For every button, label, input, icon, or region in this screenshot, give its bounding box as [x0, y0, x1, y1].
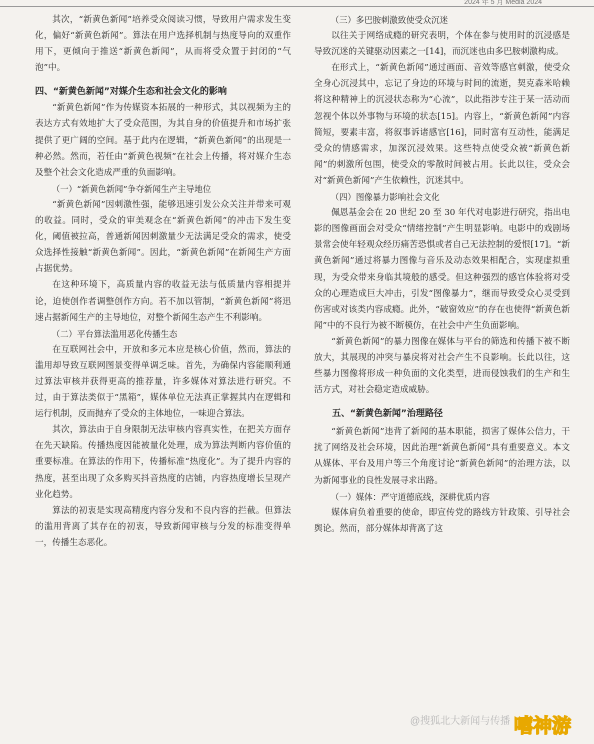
paragraph: 算法的初衷是实现高精度内容分发和不良内容的拦截。但算法的滥用背离了其存在的初衷，导致新闻审核与分发的标准变得单一，传播生态恶化。: [35, 505, 291, 548]
subsection-heading: （二）平台算法滥用恶化传播生态: [51, 328, 178, 339]
logo-text: 嘻神游: [514, 715, 572, 737]
paragraph: 其次，“新黄色新闻”培养受众阅读习惯，导致用户需求发生变化，偏好“新黄色新闻”。算法在用户选择机制与热度导向的双重作用下，更倾向于推送“新黄色新闻”，从而将受众置于封闭的“气泡”中。: [35, 15, 291, 74]
paragraph: 以往关于网络成瘾的研究表明，个体在参与使用时的沉浸感是导致沉迷的关键驱动因素之一[14]，而沉迷也由多巴胺刺激构成。: [314, 31, 570, 58]
section-heading-5: 五、“新黄色新闻”治理路径: [332, 409, 443, 420]
paragraph: 在互联网社会中，开放和多元本应是核心价值，然而，算法的滥用却导致互联网图景变得单调乏味。首先，为确保内容能顺利通过算法审核并获得更高的推荐量，许多媒体对算法进行研究。不过，由于算法类似于“黑箱”，媒体单位无法真正掌握其内在逻辑和运行机制，反而抛弃了受众的主体地位，一味迎合算法。: [35, 344, 291, 420]
paragraph: 在这种环境下，高质量内容的收益无法与低质量内容相提并论，迫使创作者调整创作方向。若不加以管制，“新黄色新闻”将迅速占据新闻生产的主导地位，对整个新闻生态产生不利影响。: [35, 280, 291, 323]
source-watermark: @搜狐北大新闻与传播: [410, 716, 511, 727]
paragraph: “新黄色新闻”的暴力图像在媒体与平台的筛选和传播下被不断放大，其展现的冲突与暴戾将对社会产生不良影响。长此以往，这些暴力图像将形成一种负面的文化类型，进而侵蚀我们的生产和生活方式，对社会稳定造成威胁。: [314, 336, 570, 396]
section-heading-4: 四、“新黄色新闻”对媒介生态和社会文化的影响: [35, 87, 227, 98]
right-column: [314, 12, 570, 537]
subsection-heading: （一）“新黄色新闻”争夺新闻生产主导地位: [51, 183, 212, 194]
paragraph: “新黄色新闻”作为传媒资本拓展的一种形式，其以视频为主的表达方式有效地扩大了受众范围，为其自身的价值提升和市场扩张提供了更广阔的空间。基于此内在逻辑，“新黄色新闻”的出现是一种必然。然而，若任由“新黄色视频”在社会上传播，将对媒介生态及整个社会文化造成严重的负面影响。: [35, 103, 291, 178]
subsection-heading: （三）多巴胺刺激致使受众沉迷: [330, 15, 449, 25]
paragraph: 在形式上，“新黄色新闻”通过画面、音效等感官刺激，使受众全身心沉浸其中，忘记了身边的环境与时间的流逝，契克森米哈赖将这种精神上的沉浸状态称为“心流”，以此指涉专注于某一活动而忽视个体以外事物与环境的状态[15]。内容上，“新黄色新闻”内容简短，要素丰富，将叙事诉诸感官[16]，同时富有互动性，能满足受众的情感需求，加深沉浸效果。这些特点使受众被“新黄色新闻”的刺激所包围，使受众的零散时间被占用。长此以往，受众会对“新黄色新闻”产生依赖性，沉迷其中。: [314, 63, 570, 186]
paragraph: “新黄色新闻”违背了新闻的基本职能，损害了媒体公信力，干扰了网络及社会环境，因此治理“新黄色新闻”具有重要意义。本文从媒体、平台及用户等三个角度讨论“新黄色新闻”的治理方法，以为新闻事业的良性发展寻求出路。: [314, 427, 570, 486]
paragraph: “新黄色新闻”因刺激性强，能够迅速引发公众关注并带来可观的收益。同时，受众的审美观念在“新黄色新闻”的冲击下发生变化，阈值被拉高，普通新闻因刺激量少无法满足受众的需求，使受众选择性接触“新黄色新闻”。因此，“新黄色新闻”在新闻生产方面占据优势。: [35, 199, 291, 275]
paragraph: 其次，算法由于自身限制无法审核内容真实性，在把关方面存在先天缺陷。传播热度因能被量化处理，成为算法判断内容价值的重要标准。在算法的作用下，传播标准“热度化”。为了提升内容的热度，甚至出现了众多购买抖音热度的店铺，内容热度增长呈现产业化趋势。: [35, 425, 291, 500]
paragraph: 媒体肩负着重要的使命，即宣传党的路线方针政策、引导社会舆论。然而，部分媒体却背离了这: [314, 507, 570, 534]
running-header: 2024 年 5 月 Media 2024: [464, 0, 542, 6]
subsection-heading: （一）媒体：严守道德底线，深耕优质内容: [330, 491, 490, 502]
left-column: [35, 12, 291, 551]
site-logo: [510, 706, 588, 740]
subsection-heading: （四）图像暴力影响社会文化: [330, 192, 440, 203]
paragraph: 佩恩基金会在 20 世纪 20 至 30 年代对电影进行研究，指出电影的图像画面会对受众“情绪控制”产生明显影响。电影中的戏剧场景常会使年轻观众经历痛苦恐惧或者自己无法控制的爱恨[17]。“新黄色新闻”通过将暴力图像与音乐及动态效果相配合，实现虚拟重现，为受众带来身临其境般的感受。但这种强烈的感官体验将对受众的心理造成巨大冲击，引发“图像暴力”，继而导致受众心灵受到伤害或对该类内容成瘾。此外，“破窗效应”的存在也使得“新黄色新闻”中的不良行为被不断模仿，在社会中产生负面影响。: [314, 208, 570, 331]
